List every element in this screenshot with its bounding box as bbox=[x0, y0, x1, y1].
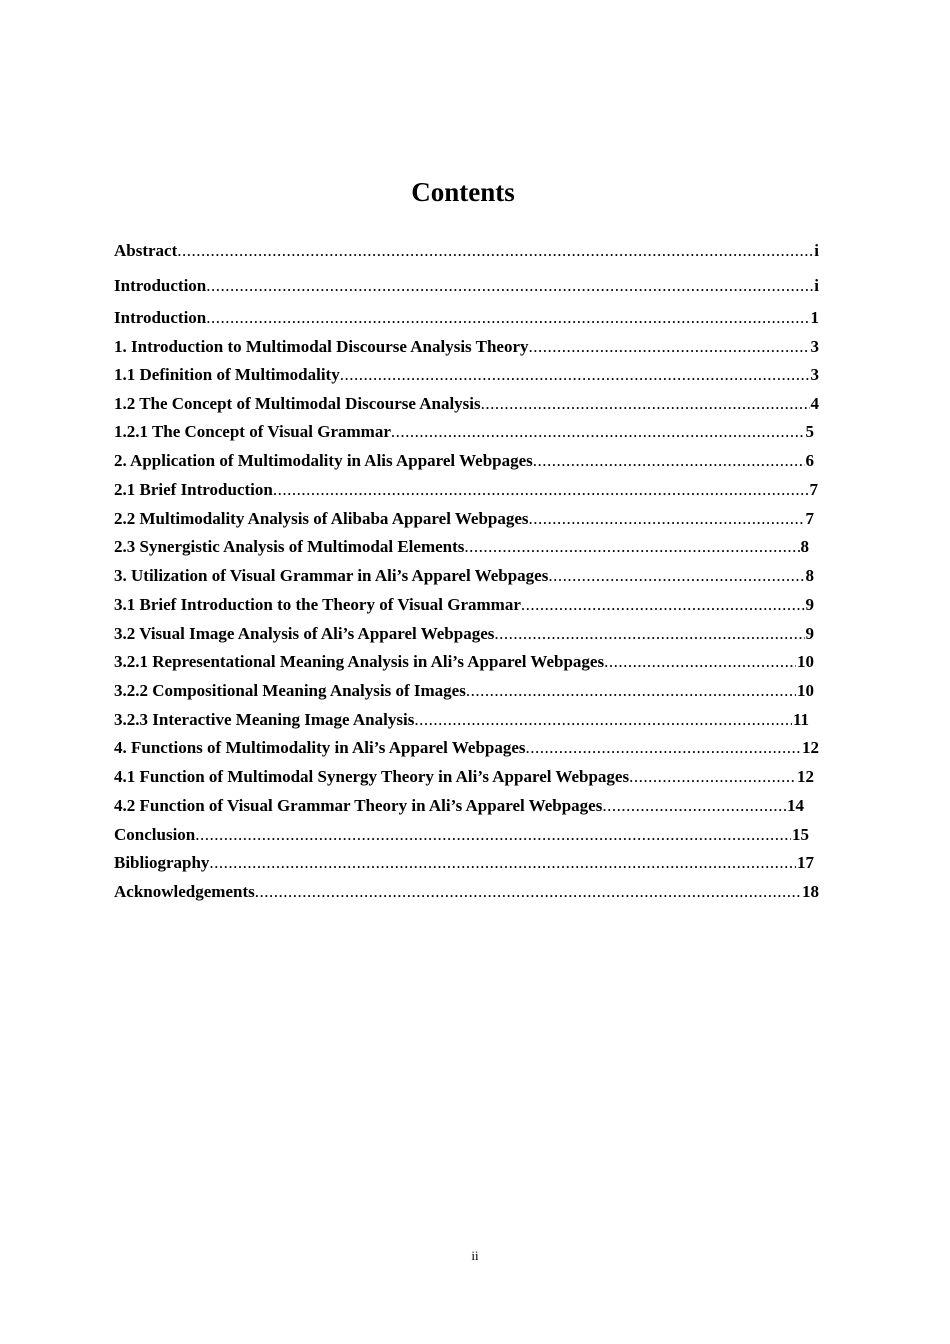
dot-leader bbox=[629, 766, 796, 788]
toc-entry-title: Introduction bbox=[114, 276, 207, 295]
dot-leader bbox=[255, 881, 801, 903]
toc-entry-page: 1 bbox=[810, 308, 819, 327]
toc-entry-title: 3.2.2 Compositional Meaning Analysis of Images bbox=[114, 681, 466, 700]
toc-entry-section-3-2[interactable] bbox=[114, 623, 814, 645]
dot-leader bbox=[195, 824, 791, 846]
dot-leader bbox=[481, 393, 810, 415]
toc-entry-title: 2. Application of Multimodality in Alis Apparel Webpages bbox=[114, 451, 533, 470]
toc-entry-page: 18 bbox=[802, 882, 819, 901]
toc-entry-section-1-2-1[interactable] bbox=[114, 421, 814, 443]
toc-entry-page: 3 bbox=[810, 365, 819, 384]
toc-entry-title: 1.2 The Concept of Multimodal Discourse Analysis bbox=[114, 394, 481, 413]
toc-entry-section-2-2[interactable] bbox=[114, 508, 814, 530]
dot-leader bbox=[526, 737, 801, 759]
toc-entry-title: 1.1 Definition of Multimodality bbox=[114, 365, 340, 384]
toc-entry-section-2-3[interactable] bbox=[114, 536, 809, 558]
toc-entry-introduction-roman[interactable] bbox=[114, 275, 819, 297]
toc-entry-section-3-2-3[interactable] bbox=[114, 709, 809, 731]
dot-leader bbox=[340, 364, 810, 386]
toc-entry-page: 7 bbox=[805, 509, 814, 528]
toc-entry-section-4-2[interactable] bbox=[114, 795, 804, 817]
toc-entry-section-3-2-1[interactable] bbox=[114, 651, 814, 673]
toc-entry-title: 2.1 Brief Introduction bbox=[114, 480, 273, 499]
toc-entry-section-1-2[interactable] bbox=[114, 393, 819, 415]
dot-leader bbox=[529, 508, 805, 530]
toc-entry-page: 10 bbox=[797, 652, 814, 671]
toc-entry-title: Acknowledgements bbox=[114, 882, 255, 901]
toc-entry-title: 2.3 Synergistic Analysis of Multimodal Elements bbox=[114, 537, 465, 556]
toc-entry-section-3-2-2[interactable] bbox=[114, 680, 814, 702]
toc-entry-title: 3.2.3 Interactive Meaning Image Analysis bbox=[114, 710, 415, 729]
toc-entry-abstract[interactable] bbox=[114, 240, 819, 262]
dot-leader bbox=[273, 479, 809, 501]
toc-entry-page: 5 bbox=[805, 422, 814, 441]
toc-entry-title: 4.2 Function of Visual Grammar Theory in Ali’s Apparel Webpages bbox=[114, 796, 603, 815]
dot-leader bbox=[533, 450, 805, 472]
toc-entry-title: 4. Functions of Multimodality in Ali’s Apparel Webpages bbox=[114, 738, 526, 757]
toc-entry-page: 15 bbox=[792, 825, 809, 844]
toc-entry-title: Conclusion bbox=[114, 825, 196, 844]
dot-leader bbox=[206, 307, 809, 329]
toc-entry-page: 4 bbox=[810, 394, 819, 413]
dot-leader bbox=[177, 240, 813, 262]
toc-entry-page: 12 bbox=[802, 738, 819, 757]
toc-entry-section-1-1[interactable] bbox=[114, 364, 819, 386]
toc-entry-title: Bibliography bbox=[114, 853, 210, 872]
toc-entry-title: Abstract bbox=[114, 241, 178, 260]
toc-entry-chapter-2[interactable] bbox=[114, 450, 814, 472]
toc-entry-section-3-1[interactable] bbox=[114, 594, 814, 616]
toc-entry-page: 9 bbox=[805, 595, 814, 614]
dot-leader bbox=[466, 680, 796, 702]
toc-entry-title: 4.1 Function of Multimodal Synergy Theory in Ali’s Apparel Webpages bbox=[114, 767, 630, 786]
toc-entry-page: 10 bbox=[797, 681, 814, 700]
page-title: Contents bbox=[411, 177, 515, 207]
toc-entry-page: 8 bbox=[800, 537, 809, 556]
toc-entry-section-2-1[interactable] bbox=[114, 479, 818, 501]
toc-entry-title: Introduction bbox=[114, 308, 207, 327]
toc-entry-page: 8 bbox=[805, 566, 814, 585]
toc-entry-bibliography[interactable] bbox=[114, 852, 814, 874]
dot-leader bbox=[209, 852, 796, 874]
toc-entry-title: 3.1 Brief Introduction to the Theory of Visual Grammar bbox=[114, 595, 521, 614]
toc-entry-conclusion[interactable] bbox=[114, 824, 809, 846]
dot-leader bbox=[529, 336, 810, 358]
dot-leader bbox=[391, 421, 805, 443]
toc-entry-chapter-4[interactable] bbox=[114, 737, 819, 759]
toc-entry-chapter-1[interactable] bbox=[114, 336, 819, 358]
page-number: ii bbox=[471, 1248, 479, 1263]
toc-entry-acknowledgements[interactable] bbox=[114, 881, 819, 903]
dot-leader bbox=[464, 536, 799, 558]
dot-leader bbox=[602, 795, 786, 817]
dot-leader bbox=[206, 275, 813, 297]
toc-entry-title: 1. Introduction to Multimodal Discourse Analysis Theory bbox=[114, 337, 529, 356]
dot-leader bbox=[604, 651, 796, 673]
dot-leader bbox=[548, 565, 804, 587]
toc-entry-page: 17 bbox=[797, 853, 814, 872]
toc-entry-page: 11 bbox=[792, 710, 809, 729]
toc-entry-title: 3.2 Visual Image Analysis of Ali’s Apparel Webpages bbox=[114, 624, 495, 643]
toc-entry-page: i bbox=[814, 276, 819, 295]
toc-entry-chapter-3[interactable] bbox=[114, 565, 814, 587]
toc-entry-page: 3 bbox=[810, 337, 819, 356]
toc-entry-page: 14 bbox=[787, 796, 804, 815]
toc-entry-page: i bbox=[814, 241, 819, 260]
toc-entry-title: 1.2.1 The Concept of Visual Grammar bbox=[114, 422, 391, 441]
toc-entry-section-4-1[interactable] bbox=[114, 766, 814, 788]
toc-entry-page: 6 bbox=[805, 451, 814, 470]
toc-entry-page: 7 bbox=[809, 480, 818, 499]
toc-entry-page: 9 bbox=[805, 624, 814, 643]
toc-entry-page: 12 bbox=[797, 767, 814, 786]
toc-entry-title: 2.2 Multimodality Analysis of Alibaba Apparel Webpages bbox=[114, 509, 529, 528]
toc-entry-introduction[interactable] bbox=[114, 307, 819, 329]
dot-leader bbox=[494, 623, 804, 645]
toc-entry-title: 3. Utilization of Visual Grammar in Ali’s Apparel Webpages bbox=[114, 566, 549, 585]
dot-leader bbox=[521, 594, 805, 616]
toc-entry-title: 3.2.1 Representational Meaning Analysis in Ali’s Apparel Webpages bbox=[114, 652, 605, 671]
dot-leader bbox=[414, 709, 792, 731]
